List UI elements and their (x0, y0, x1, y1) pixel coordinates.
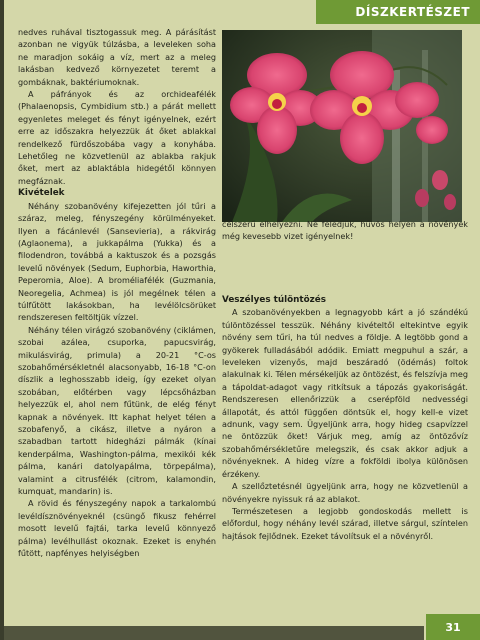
paragraph: Természetesen a legjobb gondoskodás mellett is előfordul, hogy néhány levél szárad, illetve sárgul, színtelen hajtások fejlődnek. Ezeket távolítsuk el a növényről. (222, 505, 468, 541)
left-text-column (18, 26, 216, 626)
paragraph: célszerű elhelyezni. Ne feledjük, hűvös helyen a növények még kevesebb vizet igényelnek! (222, 219, 468, 242)
subheading-veszelyes-tulontozes: Veszélyes túlöntözés (222, 295, 326, 305)
paragraph: A szellőztetésnél ügyeljünk arra, hogy ne közvetlenül a növényekre nyissuk rá az ablakot. (222, 481, 468, 504)
paragraph: nedves ruhával tisztogassuk meg. A párásítást azonban ne vigyük túlzásba, a leveleken soha ne maradjon sokáig a víz, mert az a meleg lakásban kedvező környezetet teremt a gombáknak, baktériumoknak. (18, 27, 216, 87)
paragraph: Néhány szobanövény kifejezetten jól tűri a száraz, meleg, fényszegény körülményeket. Ilyen a fácánlevél (Sansevieria), a rákvirág (Aglaonema), a jukkapálma (Yukka) és a filodendron, továbbá a kaktuszok és a pozsgás levelű növények (Sedum, Euphorbia, Haworthia, Peperomia, Aloe). A broméliafélék (Guzmania, Neoregelia, Achmea) is jól megélnek télen a túlfűtött lakásokban, ha levélölcsörüket rendszeresen feltöltjük vízzel. (18, 200, 216, 323)
section-title: DÍSZKERTÉSZET (355, 5, 470, 19)
subheading-kivetelek: Kivételek (18, 188, 65, 199)
paragraph: A szobanövényekben a legnagyobb kárt a jó szándékú túlöntözéssel tesszük. Néhány kivételtől eltekintve egyik növény sem tűri, ha túl nedves a földje. A legtöbb gond a gyökerek fulladásából adódik. Emiatt megpuhul a szár, a leveleken vizenyős, majd beszáradó (ödémás) foltok alakulnak ki. Télen mérsékeljük az öntözést, és felszívja meg a tápoldat-adagot vagy ritkítsuk a tápozás gyakoriságát. Rendszeresen ellenőrizzük a cserépföld nedvességi állapotát, és attól függően döntsük el, hogy kell-e vizet adnunk, vagy sem. Ügyeljünk arra, hogy hideg csapvízzel ne öntözzük őket! Várjuk meg, amíg az öntözővíz szobahőmérsékletűre melegszik, és csak akkor adjuk a növényeknek. A hideg vízre a fokföldi ibolya különösen érzékeny. (222, 307, 468, 479)
right-text-column (222, 294, 468, 542)
paragraph: Néhány télen virágzó szobanövény (ciklámen, szobai azálea, csuporka, papucsvirág, mikulásvirág, primula) a 20-21 °C-os szobahőmérsékletnél alacsonyabb, 16-18 °C-on díszlik a leghosszabb ideig, így ezeket olyan szobában, előtérben vagy lépcsőházban helyezzük el, ahol nem fűtünk, de elég fényt kapnak a növények. Itt kaphat helyet télen a szobafenyő, a cikász, illetve a nyáron a szabadban tartott hidegházi pálmák (kínai kenderpálma, Washington-pálma, mexikói kék pálma, kanári datolyapálma, törpepálma), valamint a citrusfélék (citrom, kalamondin, kumquat, mandarin) is. (18, 324, 216, 497)
orchid-photo (222, 30, 462, 222)
section-header (316, 0, 480, 24)
paragraph: A rövid és fényszegény napok a tarkalombú levéldísznövényeknél (csüngő fikusz fehérrel mosott levelű fajtái, tarka levelű könnyező pálma) levélhullást okoznak. Ezeket is enyhén fűtött, napfényes helyiségben (18, 498, 216, 559)
page-number: 31 (445, 620, 461, 634)
orchid-image (222, 30, 462, 222)
page-bottom-shadow (4, 626, 424, 640)
paragraph: A páfrányok és az orchideafélék (Phalaenopsis, Cymbidium stb.) a párát mellett egyenletes meleget és fényt igényelnek, ezért erre az időszakra helyezzük át őket ablakkal rendelkező fürdőszobába vagy a konyhába. Lehetőleg ne közvetlenül az ablakba rakjuk őket, mert az ablaktábla hidegétől könnyen megfáznak. (18, 89, 216, 186)
page-number-box (426, 614, 480, 640)
magazine-page (4, 0, 480, 640)
right-text-continuation (222, 218, 468, 243)
